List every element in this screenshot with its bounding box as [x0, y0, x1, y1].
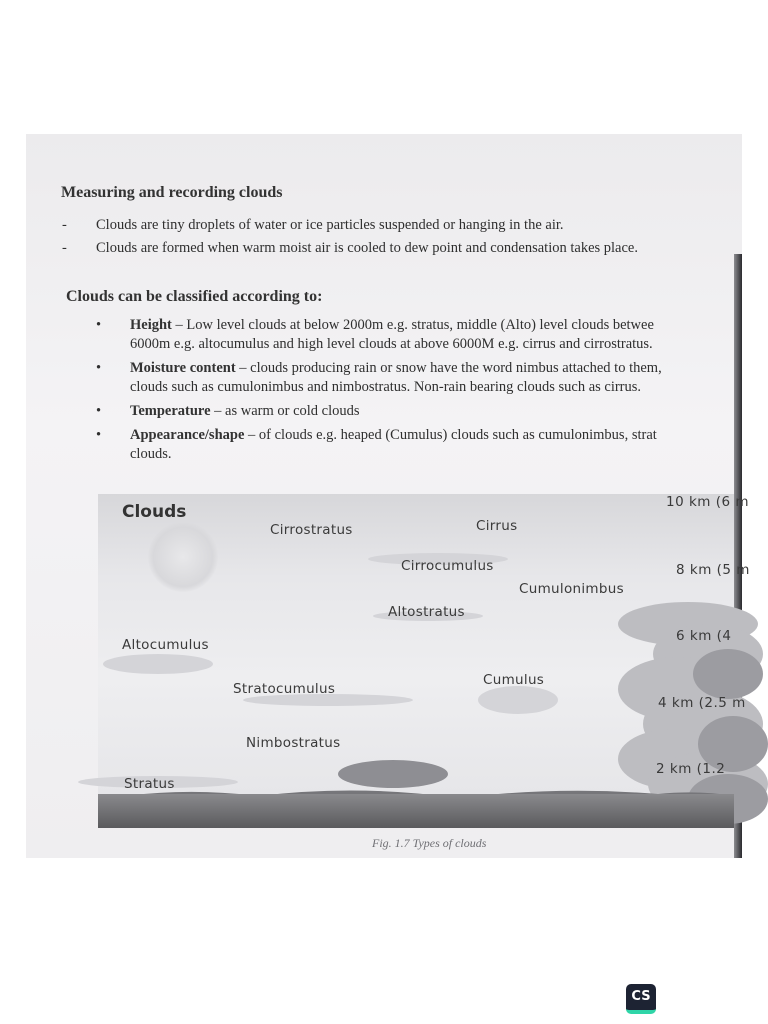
camscanner-logo-icon: CS — [626, 984, 656, 1014]
label-stratus: Stratus — [124, 776, 175, 792]
figure-title: Clouds — [122, 502, 187, 522]
altitude-8km: 8 km (5 m — [676, 562, 750, 578]
bullet-text: – clouds producing rain or snow have the word nimbus attached to them, — [235, 360, 662, 376]
altitude-10km: 10 km (6 m — [666, 494, 750, 510]
bullet-text-continued: clouds. — [130, 446, 172, 462]
bullet-item-appearance — [96, 426, 742, 464]
dash-marker: - — [62, 217, 67, 233]
label-cumulonimbus: Cumulonimbus — [519, 581, 624, 597]
bullet-term: Moisture content — [130, 360, 236, 376]
section-title: Measuring and recording clouds — [61, 184, 283, 201]
bullet-marker: • — [96, 403, 102, 419]
cloud-types-figure — [98, 494, 750, 828]
bullet-text-continued: clouds such as cumulonimbus and nimbostratus. Non-rain bearing clouds such as cirrus. — [130, 379, 642, 395]
bullet-marker: • — [96, 360, 102, 376]
bullet-text-continued: 6000m e.g. altocumulus and high level clouds at above 6000M e.g. cirrus and cirrostratus. — [130, 336, 653, 352]
list-item — [62, 214, 742, 237]
altitude-6km: 6 km (4 — [676, 628, 732, 644]
bullet-marker: • — [96, 427, 102, 443]
figure-caption: Fig. 1.7 Types of clouds — [372, 836, 487, 850]
bullet-term: Height — [130, 317, 172, 333]
bullet-item-height — [96, 316, 742, 354]
label-nimbostratus: Nimbostratus — [246, 735, 341, 751]
bullet-item-temperature — [96, 402, 742, 421]
scanned-page — [26, 134, 750, 858]
bullet-text: – Low level clouds at below 2000m e.g. stratus, middle (Alto) level clouds betwee — [171, 317, 654, 333]
bullet-marker: • — [96, 317, 102, 333]
bullet-term: Appearance/shape — [130, 427, 245, 443]
label-stratocumulus: Stratocumulus — [233, 681, 336, 697]
label-altocumulus: Altocumulus — [122, 637, 209, 653]
label-cumulus: Cumulus — [483, 672, 545, 688]
label-cirrostratus: Cirrostratus — [270, 522, 353, 538]
bullet-term: Temperature — [130, 403, 211, 419]
definition-list — [62, 214, 742, 260]
bullet-item-moisture — [96, 359, 742, 397]
bullet-text: – of clouds e.g. heaped (Cumulus) clouds such as cumulonimbus, strat — [244, 427, 657, 443]
list-item-text: Clouds are formed when warm moist air is cooled to dew point and condensation takes place. — [96, 240, 638, 256]
classification-title: Clouds can be classified according to: — [66, 288, 323, 305]
altitude-4km: 4 km (2.5 m — [658, 695, 746, 711]
dash-marker: - — [62, 240, 67, 256]
ground-strip — [98, 794, 734, 828]
label-cirrus: Cirrus — [476, 518, 518, 534]
list-item — [62, 237, 742, 260]
label-altostratus: Altostratus — [388, 604, 465, 620]
altitude-2km: 2 km (1.2 — [656, 761, 726, 777]
list-item-text: Clouds are tiny droplets of water or ice particles suspended or hanging in the air. — [96, 217, 564, 233]
classification-list — [96, 316, 742, 469]
label-cirrocumulus: Cirrocumulus — [401, 558, 494, 574]
bullet-text: – as warm or cold clouds — [210, 403, 360, 419]
